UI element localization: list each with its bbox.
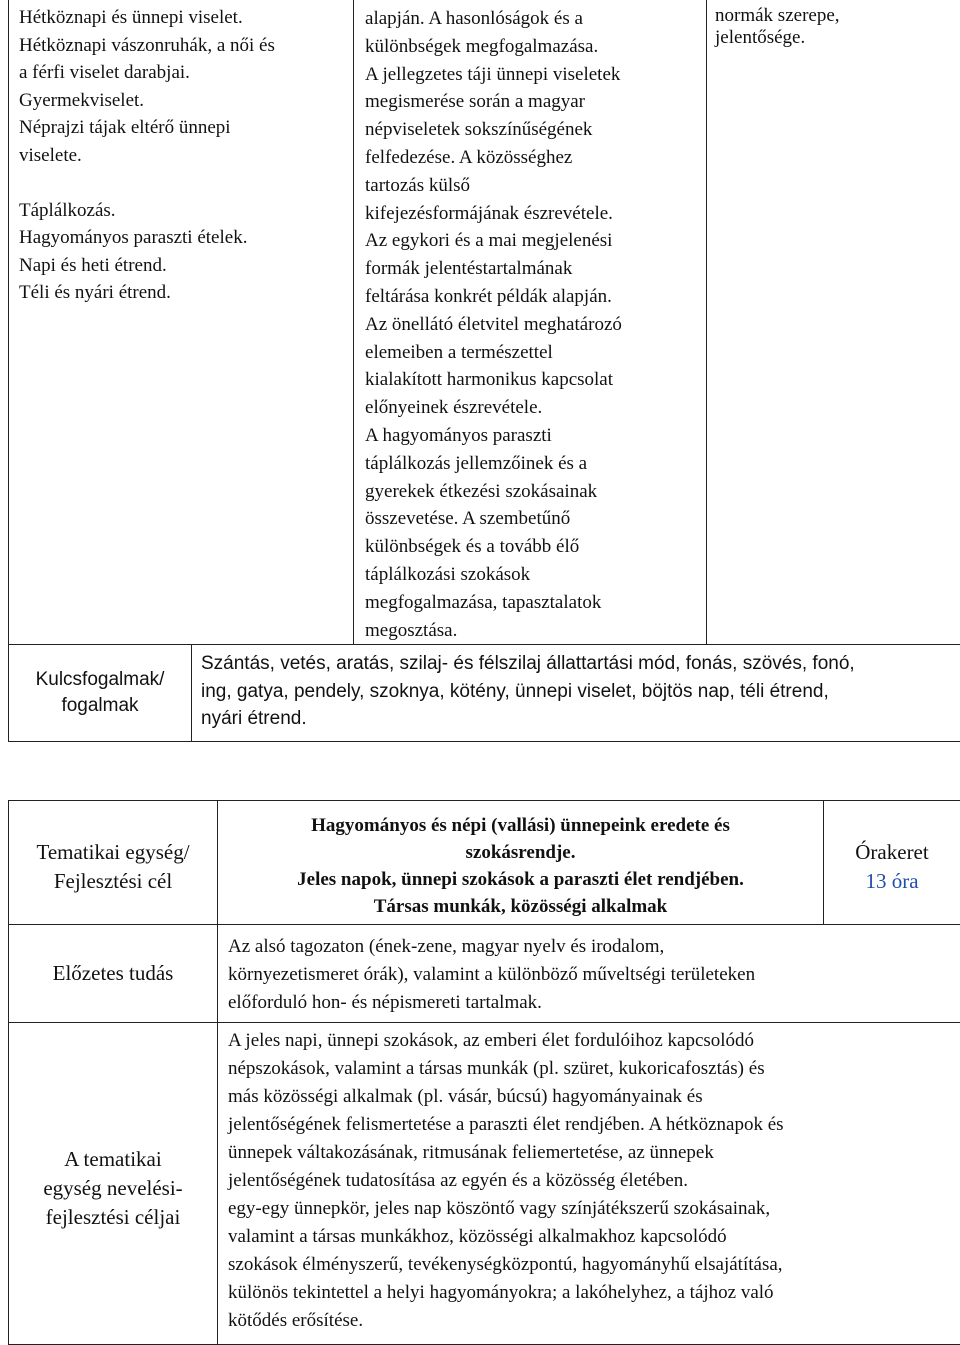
celjai-text-line: népszokások, valamint a társas munkák (pl. szüret, kukoricafosztás) és	[228, 1055, 960, 1083]
kulcsfogalmak-text-line: nyári étrend.	[201, 705, 960, 733]
kulcsfogalmak-label-line: fogalmak	[9, 693, 191, 719]
goal-line: formák jelentéstartalmának	[365, 255, 706, 283]
celjai-text-line: valamint a társas munkákhoz, közösségi alkalmakhoz kapcsolódó	[228, 1223, 960, 1251]
topic-line: viselete.	[19, 142, 353, 170]
celjai-label-line: A tematikai	[9, 1145, 217, 1174]
topic-line: Hagyományos paraszti ételek.	[19, 224, 353, 252]
celjai-text-line: kötődés erősítése.	[228, 1307, 960, 1335]
elozetes-text-line: előforduló hon- és népismereti tartalmak.	[228, 989, 960, 1017]
bottom-table	[8, 800, 960, 1345]
celjai-text-line: A jeles napi, ünnepi szokások, az emberi élet fordulóihoz kapcsolódó	[228, 1027, 960, 1055]
topic-line: a férfi viselet darabjai.	[19, 59, 353, 87]
topic-line: Téli és nyári étrend.	[19, 279, 353, 307]
celjai-text-line: szokások élményszerű, tevékenységközpontú, hagyományhű elsajátítása,	[228, 1251, 960, 1279]
celjai-text-line: jelentőségének felismertetése a paraszti élet rendjében. A hétköznapok és	[228, 1111, 960, 1139]
celjai-label-line: egység nevelési-	[9, 1174, 217, 1203]
goal-line: A jellegzetes táji ünnepi viseletek	[365, 61, 706, 89]
orakeret-value: 13 óra	[824, 867, 960, 896]
celjai-text-line: egy-egy ünnepkör, jeles nap köszöntő vagy színjátékszerű szokásainak,	[228, 1195, 960, 1223]
goal-line: A hagyományos paraszti	[365, 422, 706, 450]
goal-line: kifejezésformájának észrevétele.	[365, 200, 706, 228]
topic-line: Napi és heti étrend.	[19, 252, 353, 280]
goal-line: elemeiben a természettel	[365, 339, 706, 367]
celjai-text-line: különös tekintettel a helyi hagyományokra; a lakóhelyhez, a tájhoz való	[228, 1279, 960, 1307]
topic-line: Gyermekviselet.	[19, 87, 353, 115]
content-cell-topics	[9, 0, 354, 645]
celjai-text-cell	[218, 1023, 960, 1345]
celjai-text-line: jelentőségének tudatosítása az egyén és a közösség életében.	[228, 1167, 960, 1195]
celjai-text-line: ünnepek váltakozásának, ritmusának feliemertetése, az ünnepek	[228, 1139, 960, 1167]
orakeret-label: Órakeret	[824, 838, 960, 867]
kulcsfogalmak-label-cell	[9, 645, 192, 742]
connection-line: jelentősége.	[715, 27, 960, 49]
goal-line: összevetése. A szembetűnő	[365, 505, 706, 533]
elozetes-text-cell	[218, 925, 960, 1023]
tematikai-heading-line: Hagyományos és népi (vallási) ünnepeink eredete és	[218, 812, 823, 839]
topic-line	[19, 169, 353, 197]
celjai-text-line: más közösségi alkalmak (pl. vásár, búcsú) hagyományainak és	[228, 1083, 960, 1111]
goal-line: Az egykori és a mai megjelenési	[365, 227, 706, 255]
goal-line: megismerése során a magyar	[365, 88, 706, 116]
tematikai-label-line: Tematikai egység/	[9, 838, 217, 867]
goal-line: kialakított harmonikus kapcsolat	[365, 366, 706, 394]
tematikai-heading-line: szokásrendje.	[218, 839, 823, 866]
goal-line: különbségek megfogalmazása.	[365, 33, 706, 61]
topic-line: Hétköznapi és ünnepi viselet.	[19, 4, 353, 32]
celjai-label-line: fejlesztési céljai	[9, 1203, 217, 1232]
elozetes-text-line: környezetismeret órák), valamint a különböző műveltségi területeken	[228, 961, 960, 989]
elozetes-text-line: Az alsó tagozaton (ének-zene, magyar nyelv és irodalom,	[228, 933, 960, 961]
goal-line: Az önellátó életvitel meghatározó	[365, 311, 706, 339]
elozetes-label: Előzetes tudás	[9, 959, 217, 988]
celjai-label-cell	[9, 1023, 218, 1345]
goal-line: megfogalmazása, tapasztalatok	[365, 589, 706, 617]
goal-line: népviseletek sokszínűségének	[365, 116, 706, 144]
connection-line: normák szerepe,	[715, 5, 960, 27]
topic-line: Néprajzi tájak eltérő ünnepi	[19, 114, 353, 142]
goal-line: táplálkozás jellemzőinek és a	[365, 450, 706, 478]
tematikai-heading-line: Jeles napok, ünnepi szokások a paraszti élet rendjében.	[218, 866, 823, 893]
goal-line: előnyeinek észrevétele.	[365, 394, 706, 422]
top-table	[8, 0, 960, 742]
goal-line: táplálkozási szokások	[365, 561, 706, 589]
tematikai-heading-line: Társas munkák, közösségi alkalmak	[218, 893, 823, 920]
goal-line: felfedezése. A közösséghez	[365, 144, 706, 172]
tematikai-heading-cell	[218, 801, 824, 925]
goal-line: tartozás külső	[365, 172, 706, 200]
tematikai-label-line: Fejlesztési cél	[9, 867, 217, 896]
topic-line: Táplálkozás.	[19, 197, 353, 225]
goal-line: megosztása.	[365, 617, 706, 645]
topic-line: Hétköznapi vászonruhák, a női és	[19, 32, 353, 60]
kulcsfogalmak-text-line: Szántás, vetés, aratás, szilaj- és félszilaj állattartási mód, fonás, szövés, fonó,	[201, 650, 960, 678]
goal-line: gyerekek étkezési szokásainak	[365, 478, 706, 506]
kulcsfogalmak-text-cell	[192, 645, 960, 742]
kulcsfogalmak-label-line: Kulcsfogalmak/	[9, 667, 191, 693]
kulcsfogalmak-text-line: ing, gatya, pendely, szoknya, kötény, ünnepi viselet, böjtös nap, téli étrend,	[201, 678, 960, 706]
content-cell-goals	[354, 0, 707, 645]
content-cell-connections	[707, 0, 960, 645]
goal-line: alapján. A hasonlóságok és a	[365, 5, 706, 33]
goal-line: feltárása konkrét példák alapján.	[365, 283, 706, 311]
goal-line: különbségek és a tovább élő	[365, 533, 706, 561]
orakeret-cell	[824, 801, 960, 925]
elozetes-label-cell	[9, 925, 218, 1023]
tematikai-label-cell	[9, 801, 218, 925]
